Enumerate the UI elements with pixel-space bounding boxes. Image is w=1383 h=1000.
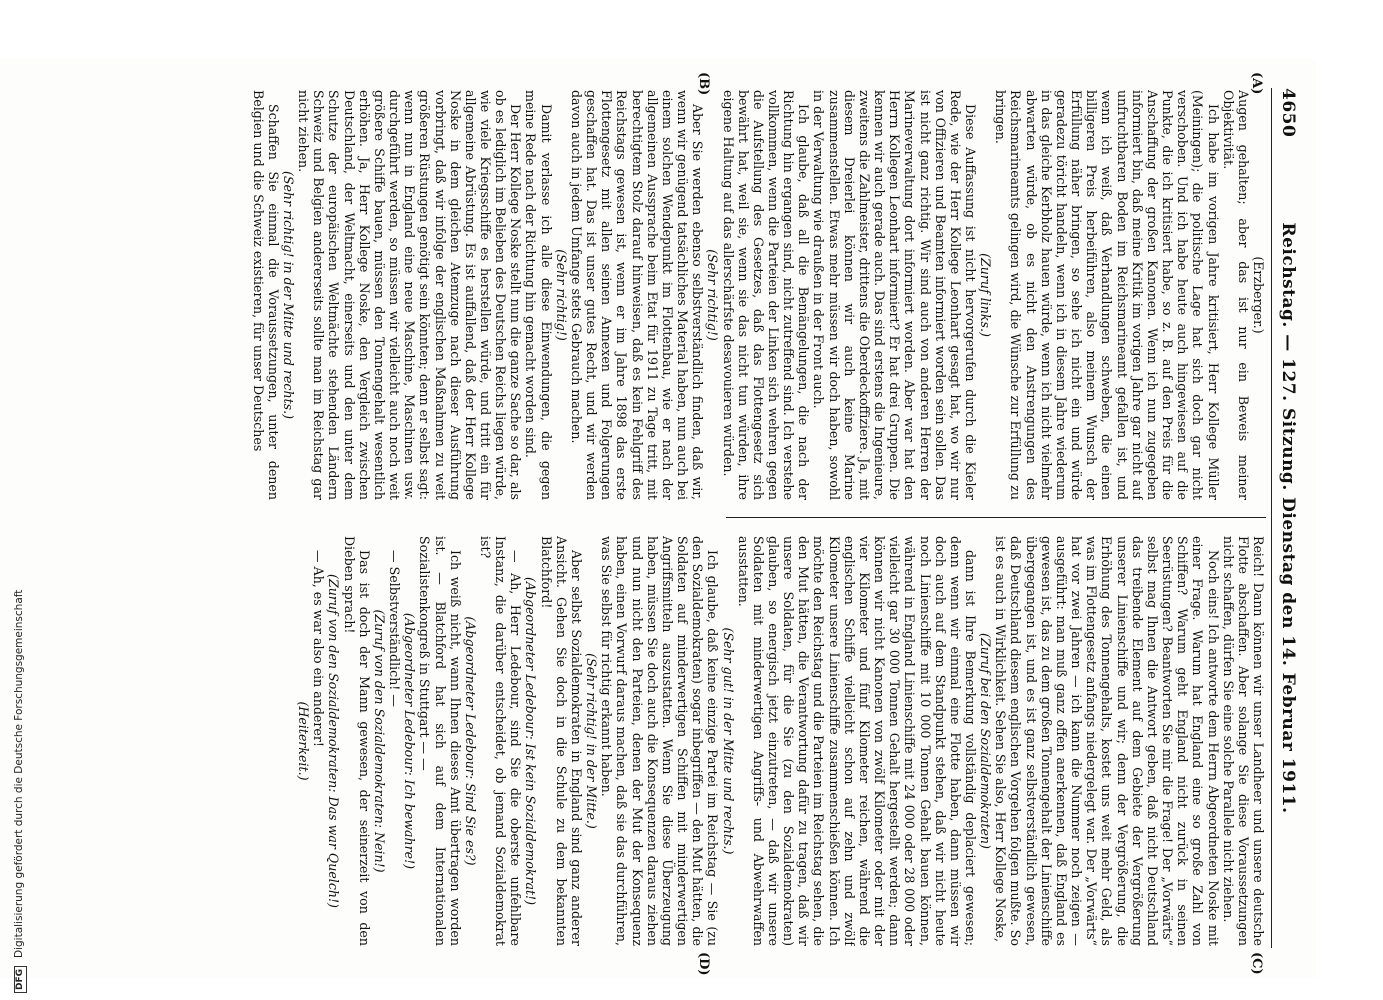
interjection: (Zuruf bei den Sozialdemokraten) — [978, 633, 994, 849]
interjection: (Abgeordneter Ledebour: Ist kein Sozialdemokrat!) — [523, 576, 539, 906]
speech-paragraph: Ich glaube, daß keine einzige Partei im Reichstag — Sie (zu den Sozialdemokraten) sogar inbegriffen — den Mut hätten, die Soldaten auf minderwertigen Schiffen mit minderwertigen Angriffsmitteln auszustatten. Wenn Sie diese Überzeugung haben, müssen Sie doch auch die Konsequenzen daraus ziehen und nun nicht den Parteien, denen der Mut der Konsequenz haben, einen Vorwurf daraus machen, daß sie das durchführen, was Sie selbst für richtig erkannt haben. — [599, 536, 721, 946]
page-header — [1272, 88, 1298, 948]
speech-paragraph: Aber Sie werden ebenso selbstverständlich finden, daß wir, wenn wir genügend tatsächliches Material haben, nun auch bei einem solchen Wendepunkt im Flottenbau, wie er nach der allgemeinen Aussprache beim Etat für 1911 zu Tage tritt, mit berechtigtem Stolz darauf hinweisen, daß es kein Fehlgriff des Reichstags gewesen ist, wenn er im Jahre 1898 das erste Flottengesetz mit allen seinen Annexen und Folgerungen geschaffen hat. Das ist unser gutes Recht, und wir werden davon auch in jedem Umfange stets Gebrauch machen. — [568, 90, 706, 500]
interjection: (Zuruf von den Sozialdemokraten: Das war Quelch!) — [326, 574, 342, 908]
interjection: (Abgeordneter Ledebour: Ich bewahre!) — [402, 612, 418, 870]
left-text-column — [36, 90, 1266, 500]
speech-paragraph: Augen gehalten; aber das ist nur ein Beweis meiner Objektivität. — [1220, 90, 1251, 500]
speaker-name: (Erzberger.) — [1251, 256, 1266, 334]
right-text-column — [36, 536, 1266, 946]
page-title: Reichstag. — 127. Sitzung. Dienstag den 14. Februar 1911. — [1278, 222, 1298, 814]
section-marker-d: (D) — [696, 952, 711, 976]
speech-paragraph: Noch eins! Ich antworte dem Herrn Abgeordneten Noske mit einer Frage. Warum hat England eine so große Zahl von Schiffen? Warum geht England nicht zurück in seinen Seerüstungen? Beantworten Sie mir die Frage! Der „Vorwärts“ selbst mag Ihnen die Antwort geben, daß nicht Deutschland das treibende Element auf dem Gebiete der Vergrößerung unserer Linienschiffe und wir; denn der Vergrößerung, die Erhöhung des Tonnengehalts, kostet uns weit mehr Geld, als was im Flottengesetz anfangs niedergelegt war. Der „Vorwärts“ hat vor zwei Jahren — ich kann die Nummer noch zeigen — ausgeführt: man muß ganz offen anerkennen, daß England es gewesen ist, das zu dem großen Tonnengehalt der Linienschiffe übergegangen ist, und es ist ganz selbstverständlich gewesen, daß Deutschland diesem englischen Vorgehen folgen mußte. So ist es auch in Wirklichkeit. Sehen Sie also, Herr Kollege Noske, — [993, 536, 1221, 946]
column-divider — [726, 517, 1266, 518]
speech-paragraph: dann ist Ihre Bemerkung vollständig deplaciert gewesen; denn wenn wir einmal eine Flotte haben, dann müssen wir doch auch auf dem Standpunkt stehen, daß wir nicht heute noch Linienschiffe mit 10 000 Tonnen Gehalt bauen können, während in England Linienschiffe mit 24 000 oder 28 000 oder vielleicht gar 30 000 Tonnen Gehalt hergestellt werden; dann können wir nicht Kanonen von zwölf Kilometer oder mit der vier Kilometer und fünf Kilometer reichen, während die englischen Schiffe vielleicht schon auf zehn und zwölf Kilometer unsere Linienschiffe zusammenschießen können. Ich möchte den Reichstag und die Parteien im Reichstag sehen, die den Mut hätten, die Verantwortung dafür zu tragen, daß wir unsere Soldaten, für die Sie (zu den Sozialdemokraten) glauben, so energisch jetzt einzutreten, — daß wir unsere Soldaten mit minderwertigen Angriffs- und Abwehrwaffen ausstatten. — [735, 536, 979, 946]
interjection: (Sehr richtig! in der Mitte.) — [584, 653, 600, 829]
speech-paragraph: Ich weiß nicht, wann Ihnen dieses Amt übertragen worden ist. — Blatchford hat sich auf dem Internationalen Sozialistenkongreß in Stuttgart — — — [417, 536, 463, 946]
dfg-logo: DFG — [14, 966, 27, 993]
section-marker-b: (B) — [696, 72, 711, 96]
rotated-document-page — [0, 58, 1316, 978]
interjection: (Abgeordneter Ledebour: Sind Sie es?) — [462, 616, 478, 866]
speech-paragraph: Das ist doch der Mann gewesen, der seinerzeit von den Dieben sprach! — [341, 536, 372, 946]
speech-paragraph: Der Herr Kollege Noske stellt nun die ganze Sache so dar, als ob es lediglich im Belieben des Deutschen Reichs liegen würde, wie viele Kriegsschiffe es herstellen würde, und tritt ein für allgemeine Abrüstung. Es ist auffallend, daß der Herr Kollege Noske in dem gleichen Atemzuge nach dieser Ausführung vorbringt, daß wir infolge der englischen Maßnahmen zu weit größeren Rüstungen genötigt sein könnten; denn er selbst sagt: wenn nun in England eine neue Maschine, Maschinen usw. durchgeführt werden, so müssen wir vielleicht auch noch weit größere Schiffe bauen, müssen den Tonnengehalt wesentlich erhöhen. Ja, Herr Kollege Noske, den Vergleich zwischen Deutschland, der Weltmacht, einerseits und den unter dem Schutze der europäischen Weltmächte stehenden Ländern Schweiz und Belgien andererseits sollte man im Reichstag gar nicht ziehen. — [296, 90, 524, 500]
interjection: (Sehr richtig!) — [705, 249, 721, 341]
speech-paragraph: Reich! Dann können wir unser Landheer und unsere deutsche Flotte abschaffen. Aber solange Sie diese Voraussetzungen nicht schaffen, dürfen Sie eine solche Parallele nicht ziehen. — [1220, 536, 1266, 946]
speech-paragraph: — Ah, Herr Ledebour, sind Sie die oberste unfehlbare Instanz, die darüber entscheidet, ob jemand Sozialdemokrat ist? — [478, 536, 524, 946]
page-number: 4650 — [1278, 88, 1298, 138]
speech-paragraph: Damit verlasse ich alle diese Einwendungen, die gegen meine Rede nach der Richtung hin gemacht worden sind. — [523, 90, 554, 500]
interjection: (Zuruf links.) — [978, 253, 994, 337]
speech-paragraph: — Ah, es war also ein anderer! — [311, 550, 327, 747]
header-rule — [1271, 88, 1272, 948]
interjection: (Zuruf von den Sozialdemokraten: Nein!) — [371, 609, 387, 873]
speech-paragraph: Ich glaube, daß all die Bemängelungen, die nach der Richtung hin ergangen sind, nicht zutreffend sind. Ich verstehe vollkommen, wenn die Parteien der Linken sich wehren gegen die Aufstellung des Gesetzes, daß das Flottengesetz sich bewährt hat, weil sie, wenn sie das nicht tun würden, ihre eigene Haltung auf das allerschärfste desavouieren würden. — [720, 90, 812, 500]
speech-paragraph: Schaffen Sie einmal die Voraussetzungen, unter denen Belgien und die Schweiz existieren, für unser Deutsches — [250, 90, 281, 500]
speech-paragraph: — Selbstverständlich! — — [387, 550, 403, 707]
speech-paragraph: Ich habe im vorigen Jahre kritisiert, Herr Kollege Müller (Meiningen); die politische Lage hat sich doch gar nicht verschoben. Und ich habe heute auch hingewiesen auf die Punkte, die ich kritisiert habe, so z. B. auf den Preis für die Anschaffung der großen Kanonen. Wenn ich nun zugegeben informiert bin, daß meine Kritik im vorigen Jahre gar nicht auf unfruchtbaren Boden im Reichsmarineamt gefallen ist, und wenn ich weiß, daß Verhandlungen schweben, die einen billigeren Preis herbeiführen, also meinem Wunsch der Erfüllung näher bringen, so sehe ich nicht ein und würde geradezu töricht handeln, wenn ich in diesem Jahre wiederum in das gleiche Kerbholz hauen würde, wenn ich nicht vielmehr abwarten würde, ob es nicht den Anstrengungen des Reichsmarineamts gelingen wird, die Wünsche zur Erfüllung zu bringen. — [993, 90, 1221, 500]
digitization-credit — [13, 3, 27, 993]
interjection: (Sehr richtig!) — [553, 249, 569, 341]
interjection: (Heiterkeit.) — [296, 701, 312, 781]
section-marker-c: (C) — [1249, 952, 1264, 975]
credit-text: Digitalisierung gefördert durch die Deutsche Forschungsgemeinschaft — [13, 589, 25, 958]
speech-paragraph: Aber selbst Sozialdemokraten in England sind ganz anderer Ansicht. Gehen Sie doch in die Schule zu dem bekannten Blatchford! — [538, 536, 584, 946]
section-marker-a: (A) — [1249, 72, 1264, 95]
interjection: (Sehr richtig! in der Mitte und rechts.) — [281, 170, 296, 420]
interjection: (Sehr gut! in der Mitte und rechts.) — [720, 627, 736, 855]
speech-paragraph: Diese Auffassung ist nicht hervorgerufen durch die Kieler Rede, wie der Herr Kollege Leonhart gesagt hat, wo wir nur von Offizieren und Beamten informiert worden sein sollen. Das ist nicht ganz richtig. Wir sind auch von anderen Herren der Marineverwaltung dort informiert worden. Aber war hat den Herrn Kollegen Leonhart informiert? Er hat drei Gruppen. Die kennen wir auch gerade auch. Das sind erstens die Ingenieure, zweitens die Zahlmeister, drittens die Oberdeckoffiziere. Ja, mit diesem Dreierlei können wir auch keine Marine zusammenstellen. Etwas mehr müssen wir doch haben, sowohl in der Verwaltung wie draußen in der Front auch. — [811, 90, 979, 500]
